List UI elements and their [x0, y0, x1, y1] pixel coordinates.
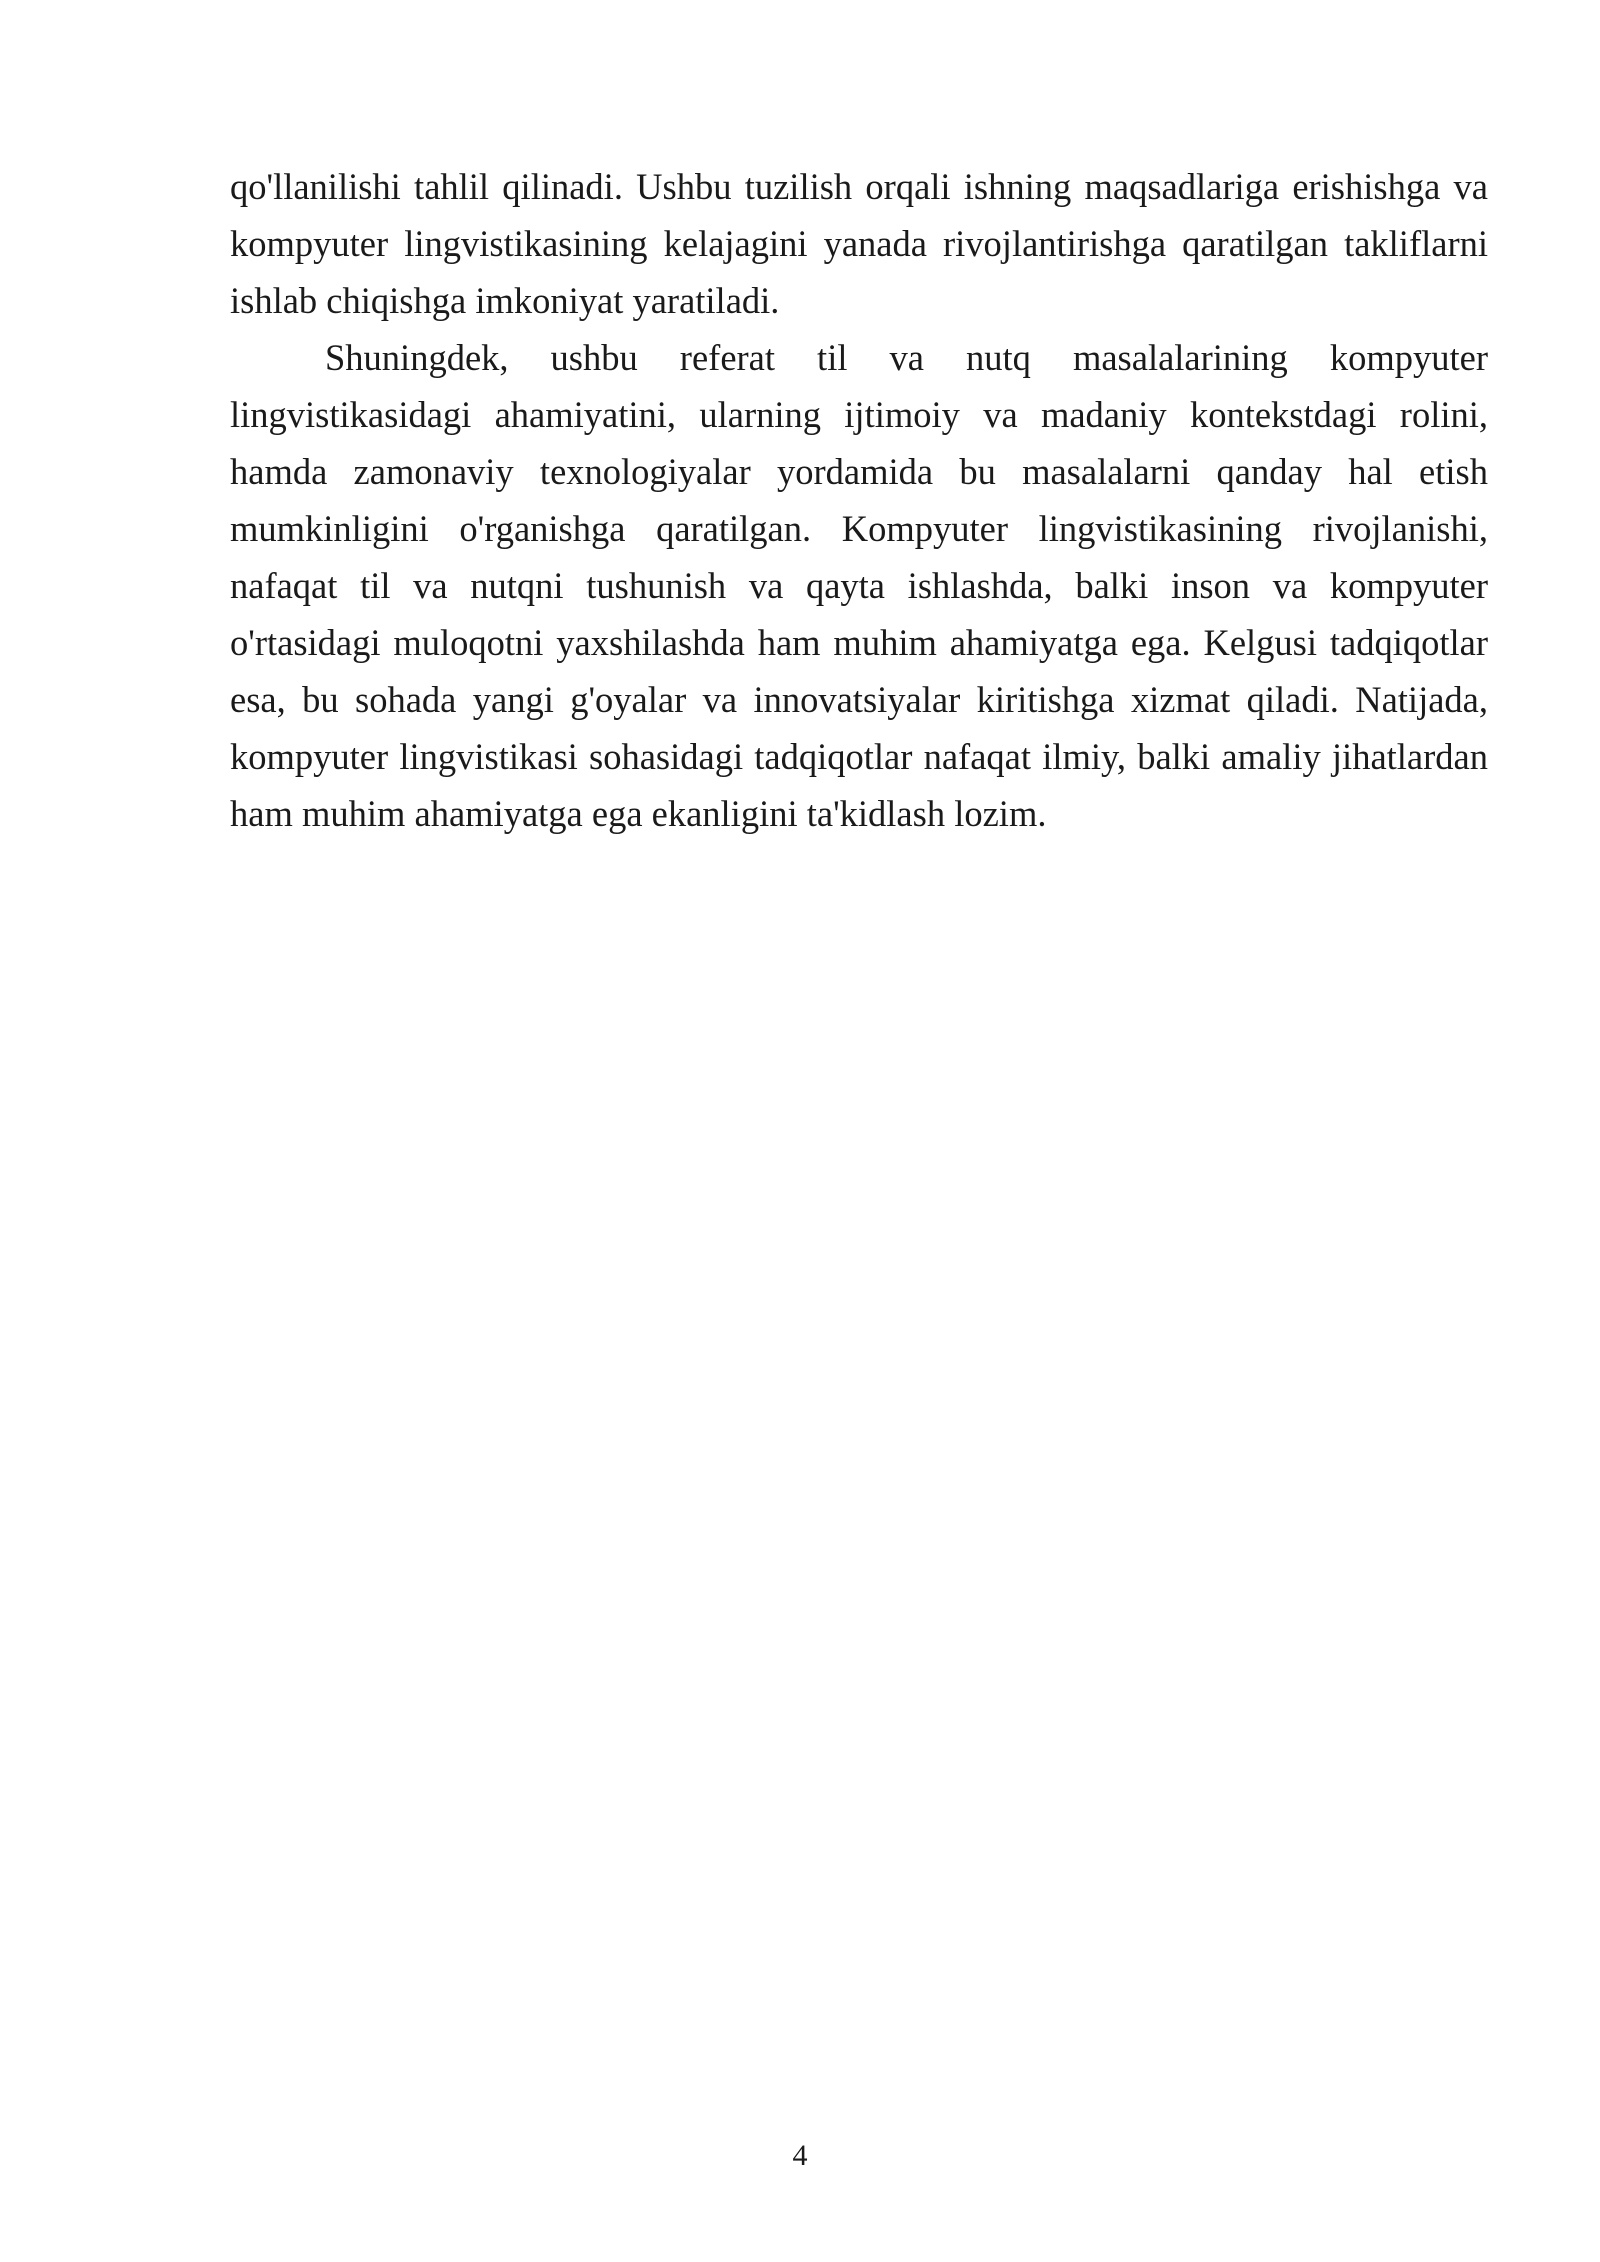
body-text [230, 158, 1488, 842]
paragraph-main: Shuningdek, ushbu referat til va nutq masalalarining kompyuter lingvistikasidagi ahamiyatini, ularning ijtimoiy va madaniy kontekstdagi rolini, hamda zamonaviy texnologiyalar yordamida bu masalalarni qanday hal etish mumkinligini o'rganishga qaratilgan. Kompyuter lingvistikasining rivojlanishi, nafaqat til va nutqni tushunish va qayta ishlashda, balki inson va kompyuter o'rtasidagi muloqotni yaxshilashda ham muhim ahamiyatga ega. Kelgusi tadqiqotlar esa, bu sohada yangi g'oyalar va innovatsiyalar kiritishga xizmat qiladi. Natijada, kompyuter lingvistikasi sohasidagi tadqiqotlar nafaqat ilmiy, balki amaliy jihatlardan ham muhim ahamiyatga ega ekanligini ta'kidlash lozim. [230, 337, 1488, 834]
page-number: 4 [792, 2139, 808, 2172]
paragraph-continuation: qo'llanilishi tahlil qilinadi. Ushbu tuzilish orqali ishning maqsadlariga erishishga va kompyuter lingvistikasining kelajagini yanada rivojlantirishga qaratilgan takliflarni ishlab chiqishga imkoniyat yaratiladi. [230, 166, 1488, 321]
